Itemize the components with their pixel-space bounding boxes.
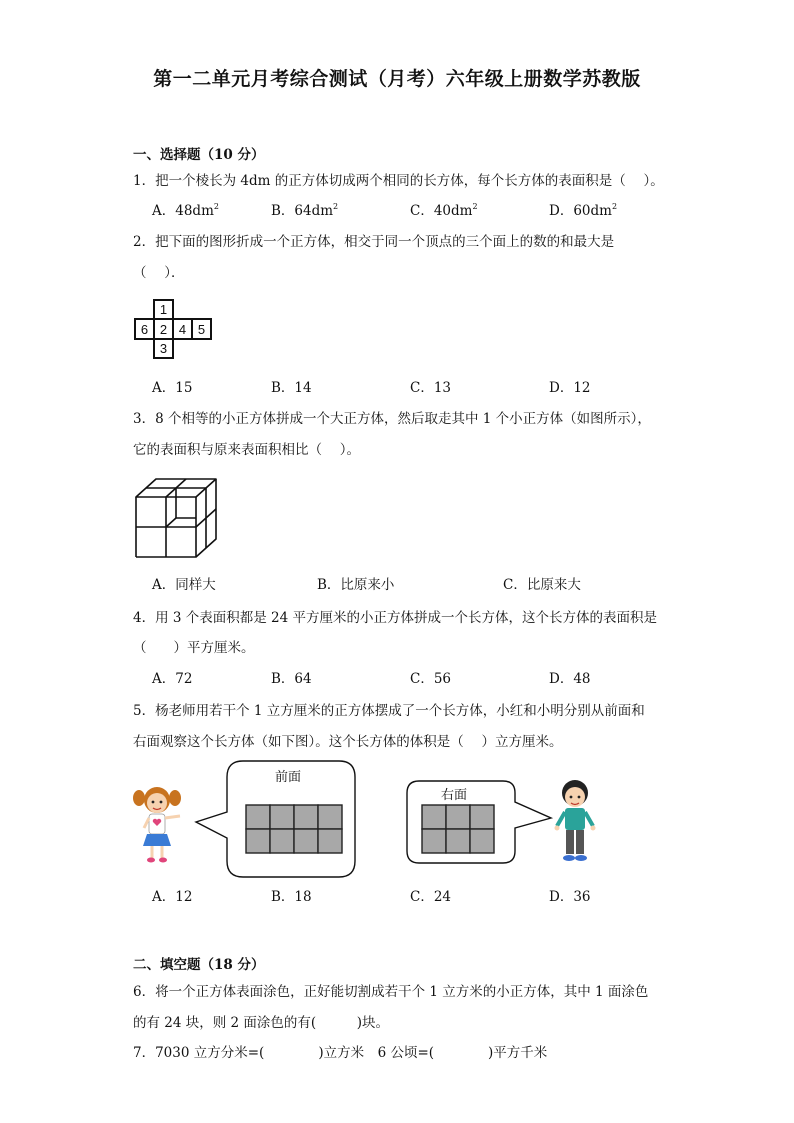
section-heading-choice: 一、选择题（10 分） <box>133 147 265 163</box>
front-label: 前面 <box>274 769 302 784</box>
q3-option-c: C．比原来大 <box>503 577 581 593</box>
section-heading-fill: 二、填空题（18 分） <box>133 957 265 973</box>
net-number: 2 <box>159 322 168 337</box>
q4-option-b: B．64 <box>271 671 312 687</box>
q5-option-a: A．12 <box>152 889 193 905</box>
boy-illustration <box>548 776 602 866</box>
net-number: 3 <box>159 341 168 356</box>
q1-option-d: D．$60dm^2$ <box>549 202 618 219</box>
q1-option-c: C．$40dm^2$ <box>410 202 478 219</box>
q2-option-a: A．15 <box>152 380 193 396</box>
front-view-bubble <box>193 760 358 880</box>
q2-option-c: C．13 <box>410 380 452 396</box>
net-number: 5 <box>197 322 206 337</box>
question-5-stem-line2: 右面观察这个长方体（如下图）。这个长方体的体积是（ ）立方厘米。 <box>133 734 563 750</box>
girl-illustration <box>130 780 192 866</box>
question-6-stem-line2: 的有 24 块，则 2 面涂色的有( )块。 <box>133 1015 389 1031</box>
question-2-stem-line1: 2．把下面的图形折成一个正方体，相交于同一个顶点的三个面上的数的和最大是 <box>133 234 615 250</box>
cube-with-missing-block-figure <box>133 476 219 560</box>
q5-option-d: D．36 <box>549 889 591 905</box>
question-2-stem-line2: （ ）． <box>133 265 185 281</box>
question-7-stem: 7．7030 立方分米=( )立方米 6 公顷=( )平方千米 <box>133 1045 548 1061</box>
net-number: 4 <box>178 322 187 337</box>
cube-net-figure <box>133 298 215 362</box>
q4-option-c: C．56 <box>410 671 452 687</box>
q5-option-b: B．18 <box>271 889 312 905</box>
q5-option-c: C．24 <box>410 889 452 905</box>
q3-option-a: A．同样大 <box>152 577 216 593</box>
question-6-stem-line1: 6．将一个正方体表面涂色，正好能切割成若干个 1 立方米的小正方体，其中 1 面涂色 <box>133 984 649 1000</box>
question-3-stem-line1: 3．8 个相等的小正方体拼成一个大正方体，然后取走其中 1 个小正方体（如图所示）， <box>133 411 651 427</box>
q1-option-b: B．$64dm^2$ <box>271 202 339 219</box>
net-number: 6 <box>140 322 149 337</box>
question-4-stem-line1: 4．用 3 个表面积都是 24 平方厘米的小正方体拼成一个长方体，这个长方体的表面积是 <box>133 610 658 626</box>
q1-option-a: A．$48dm^2$ <box>152 202 219 219</box>
q4-option-d: D．48 <box>549 671 591 687</box>
q3-option-b: B．比原来小 <box>317 577 395 593</box>
question-5-stem-line1: 5．杨老师用若干个 1 立方厘米的正方体摆成了一个长方体，小红和小明分别从前面和 <box>133 703 645 719</box>
question-4-stem-line2: （ ）平方厘米。 <box>133 640 255 656</box>
question-3-stem-line2: 它的表面积与原来表面积相比（ ）。 <box>133 442 361 458</box>
right-label: 右面 <box>440 787 468 802</box>
page-title: 第一二单元月考综合测试（月考）六年级上册数学苏教版 <box>153 68 641 90</box>
q2-option-b: B．14 <box>271 380 312 396</box>
question-1-stem: 1．把一个棱长为 4dm 的正方体切成两个相同的长方体，每个长方体的表面积是（ ）。 <box>133 173 664 189</box>
net-number: 1 <box>159 302 168 317</box>
q2-option-d: D．12 <box>549 380 591 396</box>
q4-option-a: A．72 <box>152 671 193 687</box>
right-view-bubble <box>405 780 555 866</box>
